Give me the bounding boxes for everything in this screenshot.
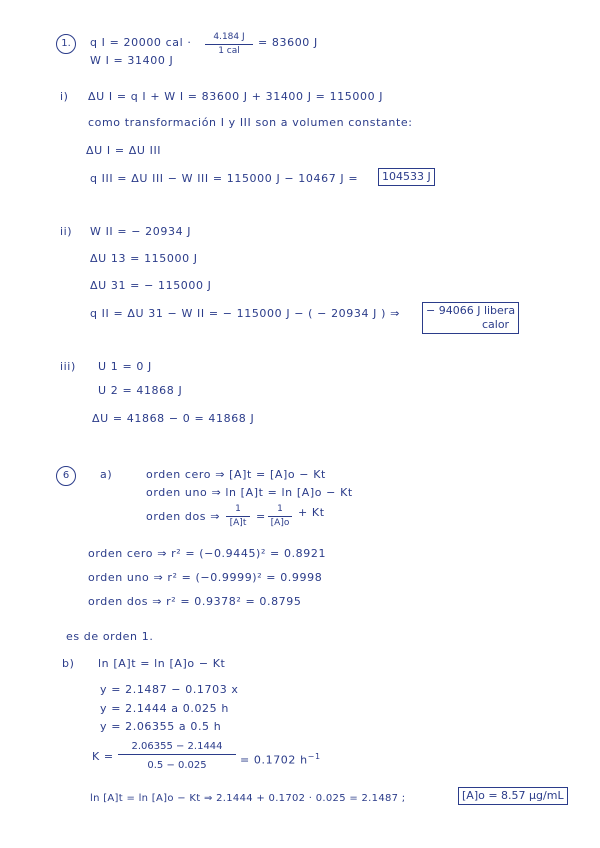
heat-ii-release-note: calor <box>481 318 510 331</box>
rate-constant-fraction <box>118 740 236 772</box>
first-order-law: orden uno ⇒ ln [A]t = ln [A]o − Kt <box>146 486 353 499</box>
part-iii-label: iii) <box>60 360 76 373</box>
second-order-fraction-t <box>226 504 250 529</box>
conversion-denominator: 1 cal <box>218 46 240 56</box>
internal-energy-i: ΔU I = q I + W I = 83600 J + 31400 J = 115000 J <box>88 90 384 103</box>
fraction-numerator: 1 <box>226 504 250 517</box>
internal-energy-31: ΔU 31 = − 115000 J <box>90 279 212 292</box>
internal-energy-u2: U 2 = 41868 J <box>98 384 183 397</box>
part-ii-label: ii) <box>60 225 73 238</box>
heat-ii-equation: q II = ΔU 31 − W II = − 115000 J − ( − 20934 J ) ⇒ <box>90 307 400 320</box>
r-squared-zero-order: orden cero ⇒ r² = (−0.9445)² = 0.8921 <box>88 547 327 560</box>
zero-order-law: orden cero ⇒ [A]t = [A]o − Kt <box>146 468 326 481</box>
heat-iii-equation: q III = ΔU III − W III = 115000 J − 10467 J = <box>90 172 359 185</box>
regression-line: y = 2.1487 − 0.1703 x <box>100 683 239 696</box>
second-order-equals: = <box>256 510 266 523</box>
y-at-0025h: y = 2.1444 a 0.025 h <box>100 702 229 715</box>
conversion-numerator: 4.184 J <box>205 32 253 45</box>
rate-constant-denominator: 0.5 − 0.025 <box>147 760 207 771</box>
rate-constant-label: K = <box>92 750 114 763</box>
heat-iii-result-box: 104533 J <box>378 168 435 186</box>
fraction-denominator: [A]t <box>229 518 247 528</box>
constant-volume-note: como transformación I y III son a volumen constante: <box>88 116 413 129</box>
rate-constant-result <box>240 750 321 768</box>
part-i-label: i) <box>60 90 69 103</box>
internal-energy-u1: U 1 = 0 J <box>98 360 152 373</box>
rate-constant-unit-exponent: −1 <box>307 752 321 761</box>
r-squared-first-order: orden uno ⇒ r² = (−0.9999)² = 0.9998 <box>88 571 323 584</box>
problem-number-badge: 6 <box>56 466 76 486</box>
order-conclusion: es de orden 1. <box>66 630 154 643</box>
part-a-label: a) <box>100 468 113 481</box>
rate-constant-numerator: 2.06355 − 2.1444 <box>118 740 236 755</box>
fraction-denominator: [A]o <box>270 518 290 528</box>
internal-energy-13: ΔU 13 = 115000 J <box>90 252 198 265</box>
fraction-numerator: 1 <box>268 504 292 517</box>
r-squared-second-order: orden dos ⇒ r² = 0.9378² = 0.8795 <box>88 595 302 608</box>
second-order-law-label: orden dos ⇒ <box>146 510 221 523</box>
heat-result: = 83600 J <box>258 36 318 49</box>
first-order-log-law: ln [A]t = ln [A]o − Kt <box>98 657 226 670</box>
internal-energy-change: ΔU = 41868 − 0 = 41868 J <box>92 412 255 425</box>
initial-concentration-result-box: [A]o = 8.57 μg/mL <box>458 787 568 805</box>
initial-concentration-equation: ln [A]t = ln [A]o − Kt ⇒ 2.1444 + 0.1702 · 0.025 = 2.1487 ; <box>90 793 406 804</box>
work-value: W I = 31400 J <box>90 54 174 67</box>
energy-equality: ΔU I = ΔU III <box>86 144 162 157</box>
second-order-kt: + Kt <box>298 506 325 519</box>
part-b-label: b) <box>62 657 75 670</box>
problem-number-badge: 1. <box>56 34 76 54</box>
heat-ii-result: − 94066 J libera <box>426 304 516 317</box>
second-order-fraction-o <box>268 504 292 529</box>
heat-equation: q I = 20000 cal · <box>90 36 192 49</box>
conversion-factor <box>205 32 253 57</box>
rate-constant-value: = 0.1702 h <box>240 753 308 767</box>
work-ii: W II = − 20934 J <box>90 225 192 238</box>
y-at-05h: y = 2.06355 a 0.5 h <box>100 720 222 733</box>
heat-ii-result-box <box>422 302 519 334</box>
